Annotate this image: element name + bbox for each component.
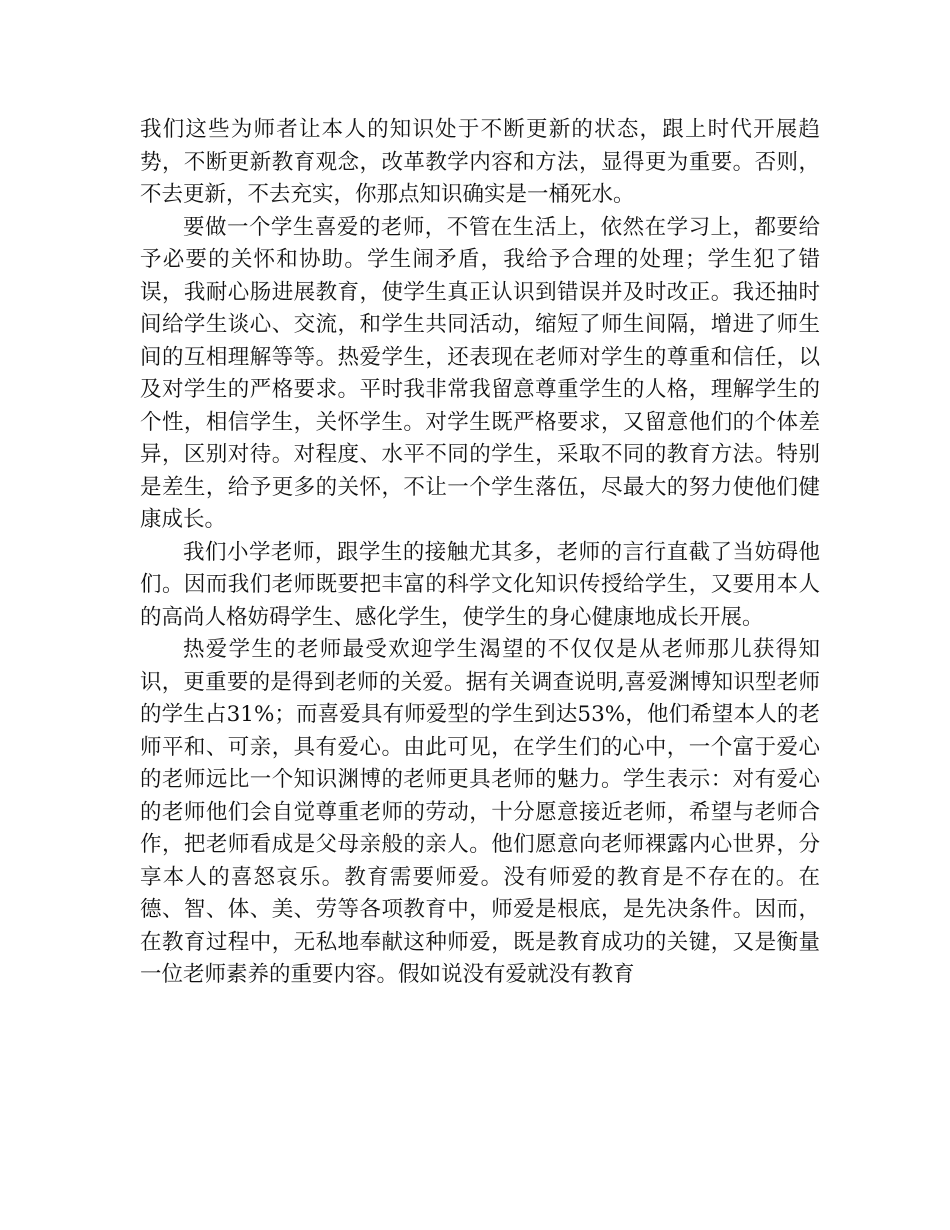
- paragraph-3: 我们小学老师，跟学生的接触尤其多，老师的言行直截了当妨碍他们。因而我们老师既要把丰富的科学文化知识传授给学生，又要用本人的高尚人格妨碍学生、感化学生，使学生的身心健康地成长开展。: [140, 539, 820, 630]
- body-text: [140, 114, 820, 992]
- paragraph-2: 要做一个学生喜爱的老师，不管在生活上，依然在学习上，都要给予必要的关怀和协助。学生闹矛盾，我给予合理的处理；学生犯了错误，我耐心肠进展教育，使学生真正认识到错误并及时改正。我还抽时间给学生谈心、交流，和学生共同活动，缩短了师生间隔，增进了师生间的互相理解等等。热爱学生，还表现在老师对学生的尊重和信任，以及对学生的严格要求。平时我非常我留意尊重学生的人格，理解学生的个性，相信学生，关怀学生。对学生既严格要求，又留意他们的个体差异，区别对待。对程度、水平不同的学生，采取不同的教育方法。特别是差生，给予更多的关怀，不让一个学生落伍，尽最大的努力使他们健康成长。: [140, 214, 820, 532]
- paragraph-4: 热爱学生的老师最受欢迎学生渴望的不仅仅是从老师那儿获得知识，更重要的是得到老师的关爱。据有关调查说明,喜爱渊博知识型老师的学生占31%；而喜爱具有师爱型的学生到达53%，他们希望本人的老师平和、可亲，具有爱心。由此可见，在学生们的心中，一个富于爱心的老师远比一个知识渊博的老师更具老师的魅力。学生表示：对有爱心的老师他们会自觉尊重老师的劳动，十分愿意接近老师，希望与老师合作，把老师看成是父母亲般的亲人。他们愿意向老师裸露内心世界，分享本人的喜怒哀乐。教育需要师爱。没有师爱的教育是不存在的。在德、智、体、美、劳等各项教育中，师爱是根底，是先决条件。因而，在教育过程中，无私地奉献这种师爱，既是教育成功的关键，又是衡量一位老师素养的重要内容。假如说没有爱就没有教育: [140, 637, 820, 987]
- paragraph-1: 我们这些为师者让本人的知识处于不断更新的状态，跟上时代开展趋势，不断更新教育观念，改革教学内容和方法，显得更为重要。否则，不去更新，不去充实，你那点知识确实是一桶死水。: [140, 117, 820, 207]
